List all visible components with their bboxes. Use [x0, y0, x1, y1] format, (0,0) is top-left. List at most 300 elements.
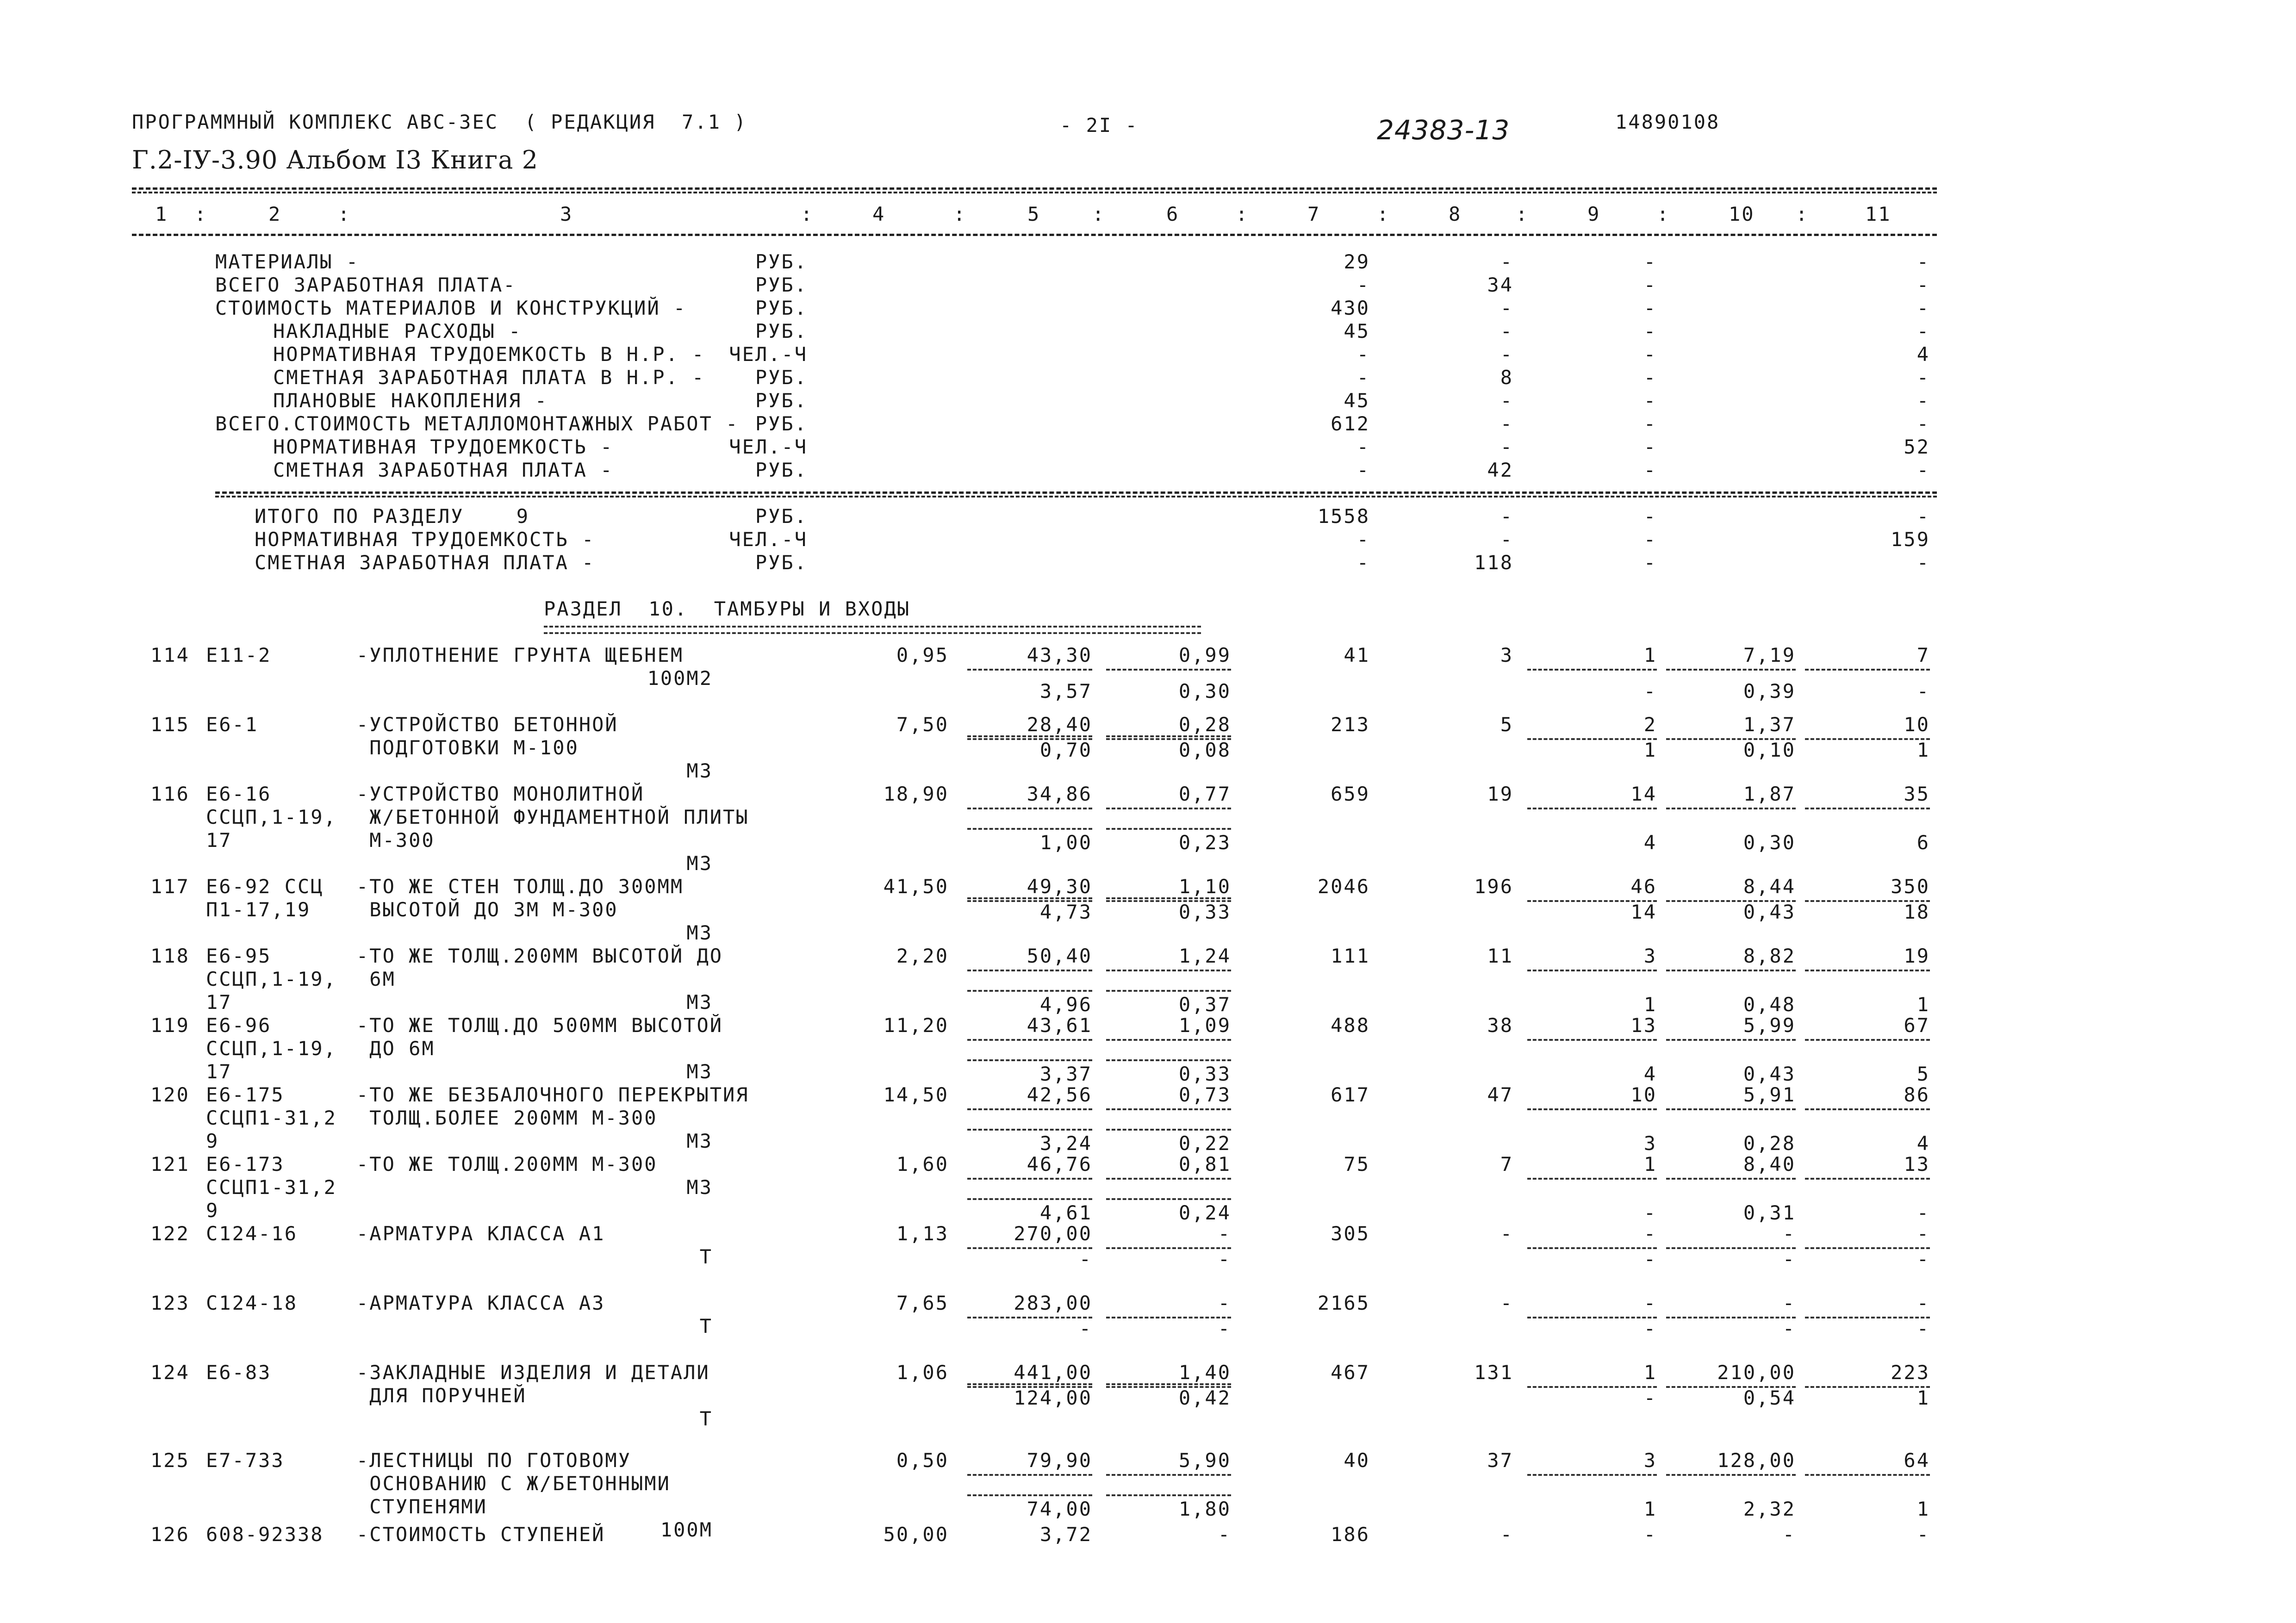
item-number: 125 [150, 1449, 190, 1472]
item-lower-col9: 4 [1643, 831, 1657, 854]
item-code: ССЦП1-31,2 [206, 1176, 337, 1199]
item-name: ТОЛЩ.БОЛЕЕ 200ММ М-300 [356, 1107, 658, 1129]
summary-value-col11: - [1916, 320, 1930, 342]
summary-unit: РУБ. [755, 274, 808, 296]
item-lower-col11: 1 [1916, 1498, 1930, 1520]
item-code: Е6-173 [206, 1153, 285, 1175]
column-header-7: 7 [1307, 203, 1321, 225]
item-price-col6: 0,99 [1178, 644, 1231, 666]
cell-divider [1805, 1178, 1930, 1180]
item-code: Е6-1 [206, 713, 259, 736]
item-total-col9: 46 [1630, 875, 1657, 898]
item-name: -ТО ЖЕ ТОЛЩ.200ММ М-300 [356, 1153, 658, 1175]
item-price-col5: 43,30 [1027, 644, 1092, 666]
item-total-col7: 2165 [1317, 1292, 1370, 1314]
item-total-col10: - [1782, 1222, 1796, 1245]
summary-value-col8: - [1500, 343, 1513, 366]
item-total-col8: 19 [1487, 783, 1513, 805]
item-name: -АРМАТУРА КЛАССА А3 [356, 1292, 605, 1314]
column-header-5: 5 [1027, 203, 1041, 225]
item-lower-col10: 0,30 [1743, 831, 1796, 854]
summary-value-col7: - [1356, 343, 1370, 366]
item-name: -ТО ЖЕ ТОЛЩ.200ММ ВЫСОТОЙ ДО [356, 945, 723, 967]
item-total-col11: 86 [1904, 1083, 1930, 1106]
summary-value-col7: 45 [1344, 389, 1370, 412]
summary-label: ВСЕГО ЗАРАБОТНАЯ ПЛАТА- [215, 274, 516, 296]
item-lower-col10: 0,54 [1743, 1387, 1796, 1409]
item-total-col11: 67 [1904, 1014, 1930, 1037]
item-code: 17 [206, 1060, 232, 1083]
summary-value-col7: 430 [1331, 297, 1370, 319]
cell-divider [1805, 808, 1930, 809]
item-total-col8: 11 [1487, 945, 1513, 967]
item-code: Е6-175 [206, 1083, 285, 1106]
cell-divider [967, 1108, 1092, 1110]
item-lower-col5: 4,96 [1039, 993, 1092, 1016]
item-code: 17 [206, 991, 232, 1014]
column-separator: : [1236, 203, 1249, 225]
item-lower-col5: 3,57 [1039, 680, 1092, 703]
summary-label: ВСЕГО.СТОИМОСТЬ МЕТАЛЛОМОНТАЖНЫХ РАБОТ - [215, 412, 739, 435]
summary-value-col8: 34 [1487, 274, 1513, 296]
item-unit: Т [699, 1407, 713, 1430]
cell-divider [1666, 808, 1796, 809]
item-number: 124 [150, 1361, 190, 1384]
item-number: 116 [150, 783, 190, 805]
cell-divider [1805, 970, 1930, 971]
column-header-10: 10 [1729, 203, 1755, 225]
item-lower-col5: 3,37 [1039, 1063, 1092, 1085]
section-total-col8: - [1500, 528, 1513, 551]
cell-divider [1527, 970, 1657, 971]
item-quantity: 7,65 [896, 1292, 949, 1314]
item-lower-col10: 0,31 [1743, 1201, 1796, 1224]
item-lower-col6: 0,33 [1178, 1063, 1231, 1085]
item-code: ССЦП1-31,2 [206, 1107, 337, 1129]
column-separator: : [1516, 203, 1529, 225]
item-name: 6М [356, 968, 396, 990]
item-lower-col11: 4 [1916, 1132, 1930, 1155]
item-lower-col11: 5 [1916, 1063, 1930, 1085]
cell-divider [1527, 1474, 1657, 1476]
item-price-col6: - [1218, 1292, 1231, 1314]
summary-value-col11: - [1916, 459, 1930, 481]
item-quantity: 7,50 [896, 713, 949, 736]
item-lower-col6: 0,24 [1178, 1201, 1231, 1224]
program-header: ПРОГРАММНЫЙ КОМПЛЕКС АВС-3ЕС ( РЕДАКЦИЯ 7.1 ) [132, 111, 747, 133]
summary-value-col8: - [1500, 389, 1513, 412]
item-lower-col6: - [1218, 1317, 1231, 1340]
item-total-col8: 3 [1500, 644, 1513, 666]
cell-divider [967, 828, 1092, 830]
item-code: ССЦП,1-19, [206, 1037, 337, 1060]
item-lower-col11: 18 [1904, 901, 1930, 923]
item-name: М-300 [356, 829, 435, 852]
item-total-col7: 111 [1331, 945, 1370, 967]
cell-divider [967, 1129, 1092, 1131]
item-price-col6: 1,40 [1178, 1361, 1231, 1384]
item-total-col8: - [1500, 1222, 1513, 1245]
summary-label: НАКЛАДНЫЕ РАСХОДЫ - [273, 320, 522, 342]
summary-value-col11: - [1916, 389, 1930, 412]
item-name: -УСТРОЙСТВО МОНОЛИТНОЙ [356, 783, 645, 805]
item-name: -УСТРОЙСТВО БЕТОННОЙ [356, 713, 618, 736]
item-total-col11: 19 [1904, 945, 1930, 967]
item-total-col11: 13 [1904, 1153, 1930, 1175]
item-quantity: 1,13 [896, 1222, 949, 1245]
item-price-col6: 0,77 [1178, 783, 1231, 805]
item-lower-col10: 0,48 [1743, 993, 1796, 1016]
column-separator: : [1377, 203, 1390, 225]
section-total-label: СМЕТНАЯ ЗАРАБОТНАЯ ПЛАТА - [255, 551, 595, 574]
item-lower-col9: - [1643, 1248, 1657, 1270]
summary-value-col9: - [1643, 274, 1657, 296]
item-price-col6: 0,81 [1178, 1153, 1231, 1175]
album-title: Г.2-IУ-3.90 Альбом I3 Книга 2 [132, 145, 538, 174]
item-code: С124-18 [206, 1292, 298, 1314]
item-total-col8: 37 [1487, 1449, 1513, 1472]
section-total-col9: - [1643, 551, 1657, 574]
item-price-col6: 0,73 [1178, 1083, 1231, 1106]
cell-divider [1805, 1474, 1930, 1476]
summary-value-col11: 4 [1916, 343, 1930, 366]
item-lower-col5: 74,00 [1027, 1498, 1092, 1520]
summary-unit: ЧЕЛ.-Ч [729, 343, 808, 366]
item-number: 119 [150, 1014, 190, 1037]
item-price-col6: - [1218, 1222, 1231, 1245]
item-name: ДО 6М [356, 1037, 435, 1060]
item-lower-col5: 1,00 [1039, 831, 1092, 854]
item-lower-col6: 0,37 [1178, 993, 1231, 1016]
item-price-col5: 283,00 [1014, 1292, 1092, 1314]
cell-divider [1106, 735, 1231, 737]
item-lower-col5: - [1079, 1248, 1092, 1270]
item-total-col11: 35 [1904, 783, 1930, 805]
item-total-col7: 40 [1344, 1449, 1370, 1472]
section-total-col11: - [1916, 505, 1930, 528]
cell-divider [967, 1383, 1092, 1385]
cell-divider [1527, 1108, 1657, 1110]
column-separator: : [194, 203, 208, 225]
cell-divider [967, 1474, 1092, 1476]
section-total-label: НОРМАТИВНАЯ ТРУДОЕМКОСТЬ - [255, 528, 595, 551]
summary-unit: ЧЕЛ.-Ч [729, 435, 808, 458]
summary-value-col9: - [1643, 320, 1657, 342]
item-lower-col9: 1 [1643, 1498, 1657, 1520]
item-total-col10: 1,87 [1743, 783, 1796, 805]
item-total-col11: 223 [1891, 1361, 1930, 1384]
cell-divider [1666, 669, 1796, 671]
item-number: 123 [150, 1292, 190, 1314]
summary-value-col8: - [1500, 297, 1513, 319]
item-lower-col6: - [1218, 1248, 1231, 1270]
section-total-col9: - [1643, 505, 1657, 528]
item-lower-col10: 2,32 [1743, 1498, 1796, 1520]
cell-divider [1527, 1039, 1657, 1041]
item-number: 121 [150, 1153, 190, 1175]
item-quantity: 2,20 [896, 945, 949, 967]
item-total-col8: - [1500, 1523, 1513, 1546]
item-price-col5: 43,61 [1027, 1014, 1092, 1037]
item-lower-col11: - [1916, 1317, 1930, 1340]
item-total-col8: 131 [1474, 1361, 1513, 1384]
item-lower-col5: 124,00 [1014, 1387, 1092, 1409]
cell-divider [1106, 1108, 1231, 1110]
cell-divider [967, 897, 1092, 899]
column-header-2: 2 [268, 203, 282, 225]
item-price-col5: 270,00 [1014, 1222, 1092, 1245]
item-lower-col5: - [1079, 1317, 1092, 1340]
item-total-col10: 5,99 [1743, 1014, 1796, 1037]
item-total-col9: 13 [1630, 1014, 1657, 1037]
summary-value-col8: 8 [1500, 366, 1513, 389]
table-top-rule-2 [132, 192, 1937, 193]
item-total-col11: 7 [1916, 644, 1930, 666]
item-total-col7: 617 [1331, 1083, 1370, 1106]
summary-value-col11: - [1916, 250, 1930, 273]
item-total-col10: 8,40 [1743, 1153, 1796, 1175]
column-separator: : [801, 203, 814, 225]
item-total-col11: 64 [1904, 1449, 1930, 1472]
column-header-9: 9 [1587, 203, 1601, 225]
item-quantity: 18,90 [883, 783, 949, 805]
item-number: 126 [150, 1523, 190, 1546]
cell-divider [1106, 828, 1231, 830]
item-total-col11: - [1916, 1292, 1930, 1314]
cell-divider [967, 669, 1092, 671]
item-total-col8: 196 [1474, 875, 1513, 898]
item-name: Ж/БЕТОННОЙ ФУНДАМЕНТНОЙ ПЛИТЫ [356, 806, 749, 828]
item-code: ССЦП,1-19, [206, 968, 337, 990]
item-lower-col9: 1 [1643, 993, 1657, 1016]
summary-unit: РУБ. [755, 297, 808, 319]
item-total-col10: 7,19 [1743, 644, 1796, 666]
item-price-col6: - [1218, 1523, 1231, 1546]
item-code: С124-16 [206, 1222, 298, 1245]
cell-divider [1666, 970, 1796, 971]
item-quantity: 41,50 [883, 875, 949, 898]
item-name: ПОДГОТОВКИ М-100 [356, 736, 579, 759]
item-lower-col10: 0,43 [1743, 1063, 1796, 1085]
column-header-8: 8 [1449, 203, 1462, 225]
summary-value-col11: - [1916, 274, 1930, 296]
item-total-col7: 75 [1344, 1153, 1370, 1175]
cell-divider [1106, 1129, 1231, 1131]
document-number: 24383-13 [1377, 114, 1510, 146]
cell-divider [1106, 990, 1231, 992]
item-total-col10: 8,82 [1743, 945, 1796, 967]
item-lower-col6: 1,80 [1178, 1498, 1231, 1520]
summary-label: ПЛАНОВЫЕ НАКОПЛЕНИЯ - [273, 389, 548, 412]
item-number: 120 [150, 1083, 190, 1106]
item-code: Е6-16 [206, 783, 272, 805]
cell-divider [1666, 1474, 1796, 1476]
item-code: 9 [206, 1130, 219, 1152]
item-lower-col10: - [1782, 1317, 1796, 1340]
item-total-col9: - [1643, 1222, 1657, 1245]
item-total-col10: - [1782, 1523, 1796, 1546]
item-lower-col11: 6 [1916, 831, 1930, 854]
item-total-col9: 10 [1630, 1083, 1657, 1106]
summary-unit: РУБ. [755, 412, 808, 435]
item-quantity: 0,95 [896, 644, 949, 666]
summary-unit: РУБ. [755, 366, 808, 389]
item-name: -УПЛОТНЕНИЕ ГРУНТА ЩЕБНЕМ [356, 644, 684, 666]
item-lower-col9: 1 [1643, 739, 1657, 761]
item-price-col6: 0,28 [1178, 713, 1231, 736]
item-total-col7: 467 [1331, 1361, 1370, 1384]
item-name: СТУПЕНЯМИ [356, 1495, 487, 1518]
cell-divider [967, 990, 1092, 992]
summary-value-col9: - [1643, 343, 1657, 366]
section-total-col8: 118 [1474, 551, 1513, 574]
item-price-col5: 46,76 [1027, 1153, 1092, 1175]
item-total-col8: 5 [1500, 713, 1513, 736]
summary-label: СТОИМОСТЬ МАТЕРИАЛОВ И КОНСТРУКЦИЙ - [215, 297, 687, 319]
cell-divider [967, 970, 1092, 971]
item-code: 608-92338 [206, 1523, 324, 1546]
cell-divider [1106, 1039, 1231, 1041]
summary-unit: РУБ. [755, 250, 808, 273]
item-quantity: 1,06 [896, 1361, 949, 1384]
cell-divider [1805, 1108, 1930, 1110]
summary-value-col9: - [1643, 297, 1657, 319]
summary-rule [215, 491, 1937, 494]
item-total-col11: - [1916, 1222, 1930, 1245]
item-price-col5: 42,56 [1027, 1083, 1092, 1106]
cell-divider [967, 1494, 1092, 1496]
item-lower-col6: 0,22 [1178, 1132, 1231, 1155]
cell-divider [1106, 1474, 1231, 1476]
summary-value-col7: - [1356, 459, 1370, 481]
column-header-11: 11 [1865, 203, 1892, 225]
item-total-col9: 3 [1643, 945, 1657, 967]
item-code: 17 [206, 829, 232, 852]
item-lower-col11: - [1916, 680, 1930, 703]
cell-divider [1666, 1178, 1796, 1180]
cell-divider [1106, 669, 1231, 671]
summary-label: СМЕТНАЯ ЗАРАБОТНАЯ ПЛАТА - [273, 459, 614, 481]
item-total-col10: 128,00 [1717, 1449, 1796, 1472]
cell-divider [1527, 669, 1657, 671]
item-lower-col9: - [1643, 1317, 1657, 1340]
item-total-col9: - [1643, 1523, 1657, 1546]
section-total-unit: РУБ. [755, 551, 808, 574]
item-lower-col10: 0,10 [1743, 739, 1796, 761]
column-separator: : [1796, 203, 1809, 225]
item-name: -ТО ЖЕ СТЕН ТОЛЩ.ДО 300ММ [356, 875, 684, 898]
item-name: -ЛЕСТНИЦЫ ПО ГОТОВОМУ [356, 1449, 632, 1472]
summary-value-col8: 42 [1487, 459, 1513, 481]
item-name: ОСНОВАНИЮ С Ж/БЕТОННЫМИ [356, 1472, 671, 1495]
summary-value-col9: - [1643, 459, 1657, 481]
item-lower-col5: 4,61 [1039, 1201, 1092, 1224]
column-header-3: 3 [560, 203, 573, 225]
item-lower-col5: 0,70 [1039, 739, 1092, 761]
cell-divider [967, 1198, 1092, 1200]
item-total-col9: - [1643, 1292, 1657, 1314]
item-quantity: 50,00 [883, 1523, 949, 1546]
cell-divider [1106, 897, 1231, 899]
item-name: -ТО ЖЕ ТОЛЩ.ДО 500ММ ВЫСОТОЙ [356, 1014, 723, 1037]
item-code: Е7-733 [206, 1449, 285, 1472]
item-number: 114 [150, 644, 190, 666]
item-unit: М3 [686, 1130, 713, 1152]
item-price-col5: 79,90 [1027, 1449, 1092, 1472]
summary-value-col7: - [1356, 274, 1370, 296]
item-code: Е6-95 [206, 945, 272, 967]
item-total-col8: 38 [1487, 1014, 1513, 1037]
item-name: ДЛЯ ПОРУЧНЕЙ [356, 1384, 527, 1407]
item-total-col7: 488 [1331, 1014, 1370, 1037]
item-total-col9: 3 [1643, 1449, 1657, 1472]
cell-divider [1666, 1039, 1796, 1041]
summary-value-col9: - [1643, 435, 1657, 458]
item-total-col9: 1 [1643, 644, 1657, 666]
item-total-col9: 2 [1643, 713, 1657, 736]
summary-value-col11: - [1916, 297, 1930, 319]
summary-value-col7: - [1356, 366, 1370, 389]
section-title-double-underline [544, 626, 1201, 634]
item-total-col10: - [1782, 1292, 1796, 1314]
item-name: -ТО ЖЕ БЕЗБАЛОЧНОГО ПЕРЕКРЫТИЯ [356, 1083, 749, 1106]
cell-divider [1805, 669, 1930, 671]
item-lower-col9: - [1643, 1201, 1657, 1224]
column-header-rule [132, 234, 1937, 236]
item-name: ВЫСОТОЙ ДО 3М М-300 [356, 898, 618, 921]
item-unit: М3 [686, 1060, 713, 1083]
section-total-unit: ЧЕЛ.-Ч [729, 528, 808, 551]
item-code: Е6-92 ССЦ [206, 875, 324, 898]
item-price-col6: 1,09 [1178, 1014, 1231, 1037]
section-title: РАЗДЕЛ 10. ТАМБУРЫ И ВХОДЫ [544, 597, 911, 620]
summary-label: НОРМАТИВНАЯ ТРУДОЕМКОСТЬ - [273, 435, 614, 458]
summary-label: НОРМАТИВНАЯ ТРУДОЕМКОСТЬ В Н.Р. - [273, 343, 705, 366]
summary-value-col7: 29 [1344, 250, 1370, 273]
section-total-col7: 1558 [1317, 505, 1370, 528]
item-total-col7: 186 [1331, 1523, 1370, 1546]
item-number: 122 [150, 1222, 190, 1245]
summary-value-col8: - [1500, 320, 1513, 342]
column-separator: : [953, 203, 967, 225]
cell-divider [1106, 1198, 1231, 1200]
item-lower-col10: - [1782, 1248, 1796, 1270]
item-total-col10: 210,00 [1717, 1361, 1796, 1384]
item-total-col7: 305 [1331, 1222, 1370, 1245]
item-lower-col11: - [1916, 1248, 1930, 1270]
item-lower-col6: 0,42 [1178, 1387, 1231, 1409]
table-top-rule [132, 187, 1937, 190]
item-lower-col11: 1 [1916, 1387, 1930, 1409]
item-lower-col5: 4,73 [1039, 901, 1092, 923]
cell-divider [1527, 1178, 1657, 1180]
item-code: Е11-2 [206, 644, 272, 666]
item-total-col7: 659 [1331, 783, 1370, 805]
item-number: 118 [150, 945, 190, 967]
item-number: 115 [150, 713, 190, 736]
summary-unit: РУБ. [755, 320, 808, 342]
column-separator: : [1657, 203, 1670, 225]
section-total-col7: - [1356, 528, 1370, 551]
item-total-col10: 1,37 [1743, 713, 1796, 736]
column-header-6: 6 [1166, 203, 1180, 225]
item-lower-col6: 0,30 [1178, 680, 1231, 703]
item-total-col8: 7 [1500, 1153, 1513, 1175]
column-separator: : [338, 203, 351, 225]
section-total-col7: - [1356, 551, 1370, 574]
item-price-col5: 3,72 [1039, 1523, 1092, 1546]
item-unit: М3 [686, 852, 713, 875]
